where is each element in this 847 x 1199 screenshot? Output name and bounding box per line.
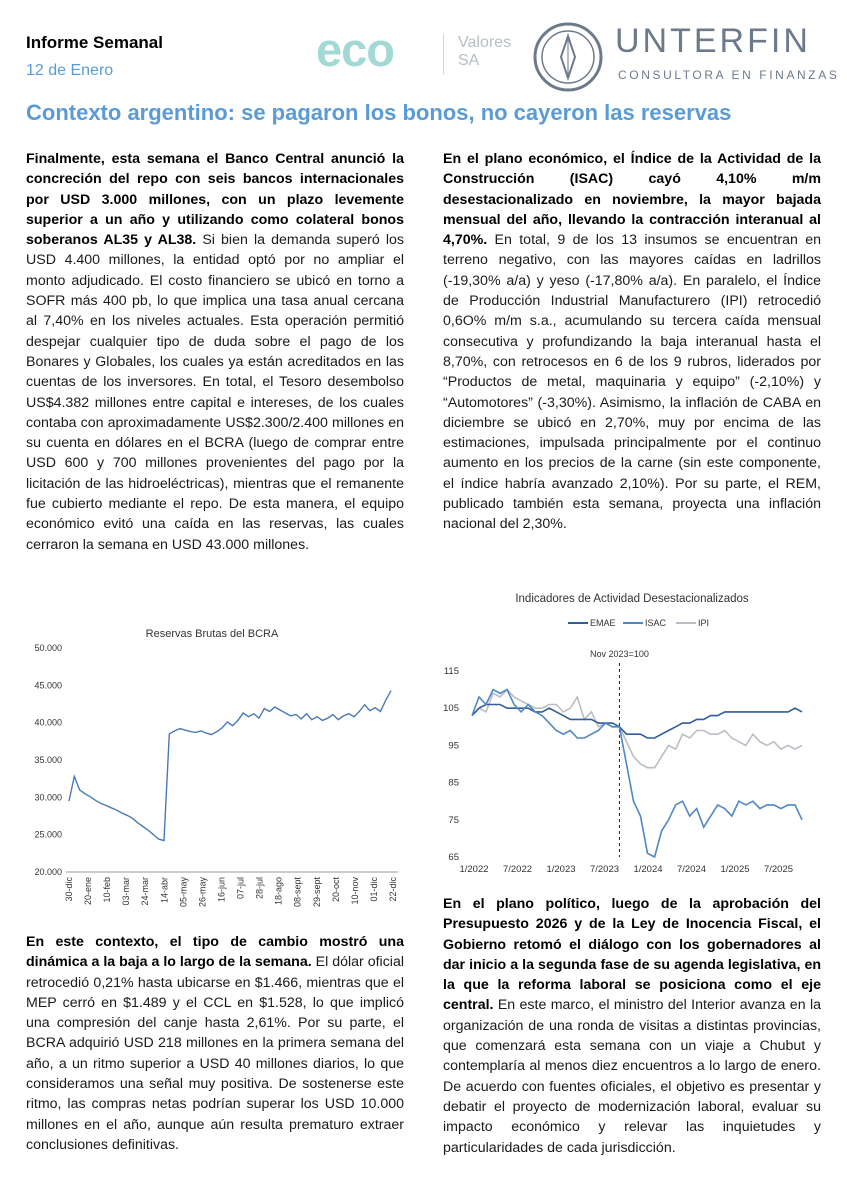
y-tick-label: 85 bbox=[448, 777, 459, 789]
x-tick-label: 05-may bbox=[178, 877, 189, 908]
unterfin-seal-icon bbox=[533, 22, 603, 92]
paragraph-tipo-cambio-lead: En este contexto, el tipo de cambio mostró una dinámica a la baja a lo largo de la semana. bbox=[26, 934, 404, 971]
paragraph-politica-lead: En el plano político, luego de la aprobación del Presupuesto 2026 y de la Ley de Inocencia Fiscal, el Gobierno retomó el diálogo con los gobernadores al dar inicio a la segunda fase de su agenda legislativa, en la que la reforma laboral se posiciona como el eje central. bbox=[443, 896, 821, 1014]
paragraph-economia-body: En total, 9 de los 13 insumos se encuentran en terreno negativo, con las mayores caídas en ladrillos (-19,30% a/a) y yeso (-17,80% a/a). En paralelo, el Índice de Producción Industrial Manufacturero (IPI) retrocedió 0,6O% m/m s.a., acumulando su tercera caída mensual consecutiva y profundizando la baja interanual hasta el 8,70%, con retrocesos en 6 de los 9 rubros, liderados por “Productos de metal, maquinaria y equipo” (-2,10%) y “Automotores” (-3,30%). Asimismo, la inflación de CABA en diciembre se ubicó en 2,70%, muy por encima de las estimaciones, impulsada principalmente por el continuo aumento en los precios de la carne (sin este componente, el índice habría avanzado 2,10%). Por su parte, el REM, publicado también esta semana, proyecta una inflación nacional del 2,30%. bbox=[443, 232, 821, 533]
y-tick-label: 65 bbox=[448, 852, 459, 863]
x-tick-label: 10-feb bbox=[102, 877, 113, 903]
y-tick-label: 95 bbox=[448, 740, 459, 752]
x-tick-label: 1/2023 bbox=[546, 864, 576, 875]
paragraph-repo-body: Si bien la demanda superó los USD 4.400 millones, la entidad optó por no ampliar el monto adjudicado. El costo financiero se ubicó en torno a SOFR más 400 pb, lo que implica una tasa anual cercana al 7,40% en los niveles actuales. Esta operación permitió despejar cualquier tipo de duda sobre el pago de los Bonares y Globales, los cuales ya están acreditados en las cuentas de los inversores. En total, el Tesoro desembolso US$4.382 millones entre capital e intereses, de los cuales contaba con aproximadamente US$2.300/2.400 millones en su cuenta en dólares en el BCRA (luego de comprar entre USD 600 y 700 millones provenientes del pago por la licitación de las hidroeléctricas), mientras que el remanente fue cubierto mediante el repo. De esta manera, el equipo económico evitó una caída en las reservas, las cuales cerraron la semana en USD 43.000 millones. bbox=[26, 232, 404, 553]
y-tick-label: 20.000 bbox=[34, 867, 62, 877]
valores-line: Valores bbox=[458, 34, 512, 51]
chart-title: Indicadores de Actividad Desestacionalizados bbox=[515, 593, 749, 605]
y-tick-label: 50.000 bbox=[34, 643, 62, 653]
x-tick-label: 24-mar bbox=[140, 877, 151, 906]
legend-label-ipi: IPI bbox=[698, 618, 710, 628]
x-tick-label: 08-sept bbox=[292, 877, 303, 908]
report-title: Informe Semanal bbox=[26, 33, 163, 52]
report-date: 12 de Enero bbox=[26, 62, 114, 79]
paragraph-repo-lead: Finalmente, esta semana el Banco Central anunció la concreción del repo con seis bancos internacionales por USD 3.000 millones, con un plazo levemente superior a un año y utilizando como colateral bonos soberanos AL35 y AL38. bbox=[26, 151, 404, 249]
x-tick-label: 28-jul bbox=[254, 877, 265, 900]
x-tick-label: 03-mar bbox=[121, 877, 132, 906]
y-tick-label: 75 bbox=[448, 814, 459, 826]
x-tick-label: 22-dic bbox=[388, 877, 398, 902]
series-line-isac bbox=[472, 690, 802, 857]
valores-logo-text bbox=[458, 34, 511, 70]
x-tick-label: 16-jun bbox=[216, 877, 227, 903]
y-tick-label: 40.000 bbox=[34, 717, 62, 728]
x-tick-label: 7/2025 bbox=[763, 864, 794, 875]
sa-line: SA bbox=[458, 52, 480, 69]
eco-logo: eco bbox=[316, 23, 394, 76]
logo-divider bbox=[443, 34, 444, 74]
series-line-reservas bbox=[69, 691, 391, 841]
x-tick-label: 30-dic bbox=[64, 877, 74, 902]
y-tick-label: 25.000 bbox=[34, 829, 62, 840]
chart-title: Reservas Brutas del BCRA bbox=[145, 628, 279, 640]
x-tick-label: 18-ago bbox=[273, 877, 284, 906]
x-tick-label: 20-ene bbox=[83, 877, 94, 906]
reservas-chart bbox=[26, 615, 416, 920]
legend-label-emae: EMAE bbox=[590, 618, 616, 628]
paragraph-politica bbox=[443, 894, 821, 1158]
unterfin-logo: UNTERFIN bbox=[615, 22, 811, 60]
y-tick-label: 115 bbox=[443, 666, 459, 677]
actividad-chart bbox=[428, 585, 832, 885]
unterfin-tagline: CONSULTORA EN FINANZAS bbox=[618, 68, 840, 82]
x-tick-label: 26-may bbox=[197, 877, 208, 908]
x-tick-label: 7/2022 bbox=[502, 864, 533, 875]
paragraph-economia-lead: En el plano económico, el Índice de la Actividad de la Construcción (ISAC) cayó 4,10% m/m desestacionalizado en noviembre, la mayor bajada mensual del año, llevando la contracción interanual al 4,70%. bbox=[443, 151, 821, 249]
x-tick-label: 1/2025 bbox=[720, 864, 750, 875]
paragraph-politica-body: En este marco, el ministro del Interior avanza en la organización de una ronda de visitas a distintas provincias, que comenzará esta semana con un viaje a Chubut y contemplaría al menos diez encuentros a lo largo de enero. De acuerdo con fuentes oficiales, el objetivo es presentar y debatir el proyecto de modernización laboral, evaluar su impacto económico y relevar las inquietudes y particularidades de cada jurisdicción. bbox=[443, 997, 821, 1156]
x-tick-label: 14-abr bbox=[159, 877, 170, 904]
x-tick-label: 20-oct bbox=[330, 877, 341, 903]
x-tick-label: 7/2023 bbox=[589, 864, 620, 875]
y-tick-label: 35.000 bbox=[34, 755, 62, 765]
series-line-ipi bbox=[472, 690, 802, 768]
x-tick-label: 10-nov bbox=[349, 877, 360, 905]
x-tick-label: 7/2024 bbox=[676, 864, 707, 875]
x-tick-label: 07-jul bbox=[235, 877, 246, 900]
legend-label-isac: ISAC bbox=[645, 618, 667, 628]
y-tick-label: 45.000 bbox=[34, 680, 62, 691]
y-tick-label: 30.000 bbox=[34, 792, 62, 803]
y-tick-label: 105 bbox=[443, 703, 459, 715]
x-tick-label: 1/2024 bbox=[633, 864, 663, 875]
main-heading: Contexto argentino: se pagaron los bonos, no cayeron las reservas bbox=[26, 100, 732, 125]
paragraph-tipo-cambio-body: El dólar oficial retrocedió 0,21% hasta ubicarse en $1.466, mientras que el MEP cerró en $1.489 y el CCL en $1.528, lo que implicó una compresión del canje hasta 2,61%. Por su parte, el BCRA adquirió USD 218 millones en la primera semana del año, a un ritmo superior a USD 40 millones diarios, lo que consideramos una señal muy positiva. De sostenerse este ritmo, las compras netas podrían superar los USD 10.000 millones en el año, aunque aún resulta prematuro extraer conclusiones definitivas. bbox=[26, 954, 405, 1153]
paragraph-repo bbox=[26, 149, 404, 555]
x-tick-label: 29-sept bbox=[311, 877, 322, 908]
reference-annotation: Nov 2023=100 bbox=[590, 649, 649, 659]
paragraph-economia bbox=[443, 149, 821, 535]
series-line-emae bbox=[472, 705, 802, 739]
paragraph-tipo-cambio bbox=[26, 932, 404, 1155]
x-tick-label: 1/2022 bbox=[459, 864, 489, 875]
x-tick-label: 01-dic bbox=[368, 877, 379, 902]
